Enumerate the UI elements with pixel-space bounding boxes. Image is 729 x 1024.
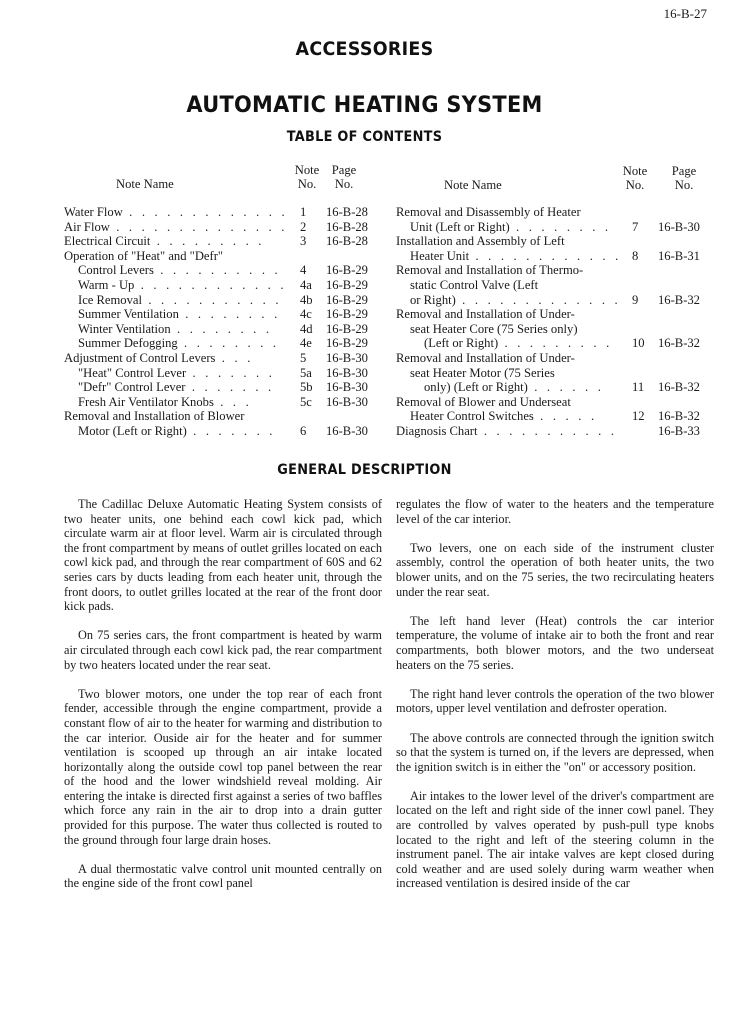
toc-entry [396, 278, 714, 293]
toc-entry-note-no: 4b [300, 292, 313, 307]
toc-entry [396, 307, 714, 322]
general-description-title: GENERAL DESCRIPTION [277, 462, 452, 478]
toc-entry-note-no: 5c [300, 394, 312, 409]
leader-dots: . . . [213, 394, 252, 409]
toc-entry-name: Warm - Up . . . . . . . . . . . . [78, 277, 287, 292]
chapter-title: AUTOMATIC HEATING SYSTEM [186, 93, 543, 118]
toc-entry-name: Air Flow . . . . . . . . . . . . . . [64, 219, 288, 234]
toc-left-rows [64, 205, 380, 439]
page-number: 16-B-27 [663, 6, 707, 21]
toc-entry-note-no: 8 [632, 248, 639, 263]
leader-dots: . . . . . [533, 409, 598, 424]
toc-entry-note-no: 5b [300, 380, 313, 395]
toc-entry-name: Removal and Installation of Under- [396, 350, 575, 365]
toc-entry-note-no: 1 [300, 205, 307, 219]
toc-entry [64, 366, 380, 381]
toc-entry-page: 16-B-30 [326, 350, 368, 365]
toc-entry-name: seat Heater Core (75 Series only) [410, 321, 578, 336]
toc-header [396, 163, 714, 205]
paragraph: Two blower motors, one under the top rear of each front fender, accessible through the engine compartment, provide a constant flow of air to the heater for warming and distribution to the car interior. Ouside air for the heater and for summer ventilation is scooped up through an air intake located horizontally along the outside cowl top panel between the rear of the hood and the lower windshield reveal molding. Air entering the intake is directed first against a series of two baffles which force any rain in the air to drop into a drain gutter provided for this purpose. The water thus collected is routed to the ground through four large drain hoses. [64, 686, 382, 847]
toc-entry [396, 205, 714, 220]
toc-entry-page: 16-B-29 [326, 321, 368, 336]
toc-entry-name: "Defr" Control Lever . . . . . . . [78, 380, 275, 395]
leader-dots: . . . . . . . . [509, 219, 612, 234]
toc-entry-name: Heater Unit . . . . . . . . . . . . [410, 248, 622, 263]
toc-entry-note-no: 3 [300, 234, 307, 249]
toc-entry-page: 16-B-30 [326, 394, 368, 409]
toc-entry-note-no: 2 [300, 219, 307, 234]
toc-title: TABLE OF CONTENTS [286, 129, 443, 145]
toc-entry-note-no: 10 [632, 336, 645, 351]
toc-entry-page: 16-B-31 [658, 248, 700, 263]
header-note-no: Note No. [294, 163, 320, 191]
paragraph: A dual thermostatic valve control unit mounted centrally on the engine side of the front cowl panel [64, 861, 382, 891]
header-note-name: Note Name [116, 177, 174, 191]
toc-entry [396, 249, 714, 264]
toc-entry [64, 220, 380, 235]
toc-entry-name: Summer Ventilation . . . . . . . . [78, 307, 281, 322]
toc-header [64, 163, 380, 205]
toc-entry [396, 395, 714, 410]
toc-entry [396, 293, 714, 308]
paragraph: The above controls are connected through the ignition switch so that the system is turned on, if the levers are depressed, when the ignition switch is in either the "on" or accessory position. [396, 730, 714, 774]
leader-dots: . . . . . . . . . . . [142, 292, 282, 307]
toc-entry [396, 351, 714, 366]
toc-entry-name: (Left or Right) . . . . . . . . . [424, 336, 613, 351]
toc-entry-name: Summer Defogging . . . . . . . . [78, 336, 280, 351]
paragraph: The right hand lever controls the operation of the two blower motors, upper level ventilation and defroster operation. [396, 686, 714, 716]
paragraph: The left hand lever (Heat) controls the car interior temperature, the volume of intake air to both the front and rear compartments, both blower motors, and the two underseat heaters on the 75 series. [396, 613, 714, 672]
toc-entry-name: Control Levers . . . . . . . . . . [78, 263, 281, 278]
toc-entry-name: Removal and Installation of Blower [64, 409, 245, 424]
leader-dots: . . . . . . . . . . . . . . [109, 219, 288, 234]
toc-entry [396, 336, 714, 351]
toc-entry-name: Adjustment of Control Levers . . . [64, 350, 254, 365]
toc-entry [64, 351, 380, 366]
leader-dots: . . . . . . . . . [498, 336, 613, 351]
toc-entry [64, 263, 380, 278]
toc-entry-note-no: 4c [300, 307, 312, 322]
toc-entry-page: 16-B-30 [326, 365, 368, 380]
toc-entry [64, 424, 380, 439]
toc-entry [64, 380, 380, 395]
toc-entry-note-no: 4e [300, 336, 312, 351]
toc-entry-page: 16-B-32 [658, 409, 700, 424]
leader-dots: . . . . . . . . [178, 307, 281, 322]
toc-left-column [64, 163, 380, 439]
toc-entry [396, 322, 714, 337]
toc-entry-name: only) (Left or Right) . . . . . . [424, 380, 605, 395]
toc-entry [64, 278, 380, 293]
toc-entry-page: 16-B-28 [326, 234, 368, 249]
toc-entry-name: Water Flow . . . . . . . . . . . . . [64, 205, 288, 219]
toc-entry-name: "Heat" Control Lever . . . . . . . [78, 365, 276, 380]
toc-entry-name: Installation and Assembly of Left [396, 234, 565, 249]
toc-entry-name: Ice Removal . . . . . . . . . . . [78, 292, 282, 307]
toc-entry-page: 16-B-29 [326, 336, 368, 351]
toc-entry-note-no: 6 [300, 423, 307, 438]
toc-entry [64, 234, 380, 249]
leader-dots: . . . . . . . . [170, 321, 273, 336]
leader-dots: . . . [215, 350, 254, 365]
toc-entry [396, 380, 714, 395]
toc-entry [64, 409, 380, 424]
toc-entry-page: 16-B-32 [658, 380, 700, 395]
leader-dots: . . . . . . . . . . . [477, 423, 618, 438]
toc-entry [396, 366, 714, 381]
paragraph: Air intakes to the lower level of the driver's compartment are located on the left and right side of the inner cowl panel. They are controlled by valves operated by push-pull type knobs located to the right and left of the steering column in the instrument panel. The air intake valves are kept closed during cold weather and are used solely during warm weather when increased ventilation is desired inside of the car [396, 788, 714, 891]
toc-entry-note-no: 4d [300, 321, 313, 336]
leader-dots: . . . . . . [527, 380, 605, 395]
toc-entry [396, 220, 714, 235]
toc-entry [64, 336, 380, 351]
toc-entry-note-no: 4a [300, 277, 312, 292]
toc-entry-page: 16-B-30 [326, 423, 368, 438]
toc-entry [396, 234, 714, 249]
paragraph: On 75 series cars, the front compartment is heated by warm air circulated through each cowl kick pad, the rear compartment by two heaters located under the rear seat. [64, 628, 382, 672]
toc-entry-page: 16-B-33 [658, 423, 700, 438]
toc-entry-note-no: 5a [300, 365, 312, 380]
toc-entry-page: 16-B-29 [326, 277, 368, 292]
toc-entry-name: or Right) . . . . . . . . . . . . . [410, 292, 621, 307]
toc-entry [64, 322, 380, 337]
leader-dots: . . . . . . . . . . . . . [122, 205, 288, 219]
leader-dots: . . . . . . . . . . [153, 263, 281, 278]
header-page-no: Page No. [671, 164, 697, 192]
leader-dots: . . . . . . . . . . . . [134, 277, 287, 292]
toc-entry-name: Removal and Installation of Under- [396, 307, 575, 322]
toc-entry-page: 16-B-28 [326, 219, 368, 234]
toc-entry-note-no: 4 [300, 263, 307, 278]
toc-entry-name: Electrical Circuit . . . . . . . . . [64, 234, 265, 249]
toc-entry-name: static Control Valve (Left [410, 277, 539, 292]
header-page-no: Page No. [331, 163, 357, 191]
toc-entry-note-no: 7 [632, 219, 639, 234]
toc-entry-name: Removal and Disassembly of Heater [396, 205, 581, 219]
body-right-column [396, 497, 714, 906]
toc-right-rows [396, 205, 714, 439]
toc-right-column [396, 163, 714, 439]
toc-entry-name: Removal and Installation of Thermo- [396, 263, 584, 278]
leader-dots: . . . . . . . . . . . . . [455, 292, 621, 307]
toc-entry [396, 424, 714, 439]
toc-entry-name: Heater Control Switches . . . . . [410, 409, 598, 424]
toc-entry-note-no: 5 [300, 350, 307, 365]
toc-entry [396, 263, 714, 278]
toc-entry-page: 16-B-29 [326, 292, 368, 307]
leader-dots: . . . . . . . [186, 365, 276, 380]
paragraph: regulates the flow of water to the heaters and the temperature level of the car interior. [396, 497, 714, 526]
toc-entry-page: 16-B-30 [658, 219, 700, 234]
paragraph: Two levers, one on each side of the instrument cluster assembly, control the operation of both heater units, the two blower units, and on the 75 series, the two recirculating heaters under the rear seat. [396, 540, 714, 599]
toc-entry-page: 16-B-29 [326, 307, 368, 322]
toc-entry-page: 16-B-32 [658, 336, 700, 351]
toc-entry [64, 249, 380, 264]
leader-dots: . . . . . . . . . [150, 234, 265, 249]
toc-entry [64, 307, 380, 322]
toc-entry [64, 205, 380, 220]
section-title: ACCESSORIES [295, 38, 434, 60]
leader-dots: . . . . . . . . . . . . [469, 248, 622, 263]
toc-entry-name: Motor (Left or Right) . . . . . . . [78, 423, 276, 438]
toc-entry-note-no: 12 [632, 409, 645, 424]
toc-entry-note-no: 11 [632, 380, 645, 395]
toc-entry-page: 16-B-32 [658, 292, 700, 307]
leader-dots: . . . . . . . [186, 423, 276, 438]
header-note-no: Note No. [622, 164, 648, 192]
toc-entry-name: Unit (Left or Right) . . . . . . . . [410, 219, 612, 234]
toc-entry-page: 16-B-30 [326, 380, 368, 395]
toc-entry-name: Removal of Blower and Underseat [396, 394, 571, 409]
toc-entry-name: Winter Ventilation . . . . . . . . [78, 321, 273, 336]
toc-entry-page: 16-B-29 [326, 263, 368, 278]
header-note-name: Note Name [444, 178, 502, 192]
body-left-column [64, 497, 382, 906]
toc-entry [64, 293, 380, 308]
toc-entry-note-no: 9 [632, 292, 639, 307]
toc-entry-name: seat Heater Motor (75 Series [410, 365, 555, 380]
paragraph: The Cadillac Deluxe Automatic Heating System consists of two heater units, one behind each cowl kick pad, which circulate warm air at floor level. Warm air is circulated through the front compartment by means of outlet grilles located on each cowl kick pad, and through the rear compartment of 60S and 62 series cars by ducts leading from each heater unit, through the front doors, to outlet grilles located at the rear of the front door kick pads. [64, 497, 382, 614]
toc-entry [396, 409, 714, 424]
leader-dots: . . . . . . . . [177, 336, 280, 351]
toc-entry-name: Operation of "Heat" and "Defr" [64, 248, 224, 263]
toc-entry-name: Fresh Air Ventilator Knobs . . . [78, 394, 252, 409]
toc-entry [64, 395, 380, 410]
toc-entry-name: Diagnosis Chart . . . . . . . . . . . [396, 423, 618, 438]
toc-entry-page: 16-B-28 [326, 205, 368, 219]
leader-dots: . . . . . . . [185, 380, 275, 395]
